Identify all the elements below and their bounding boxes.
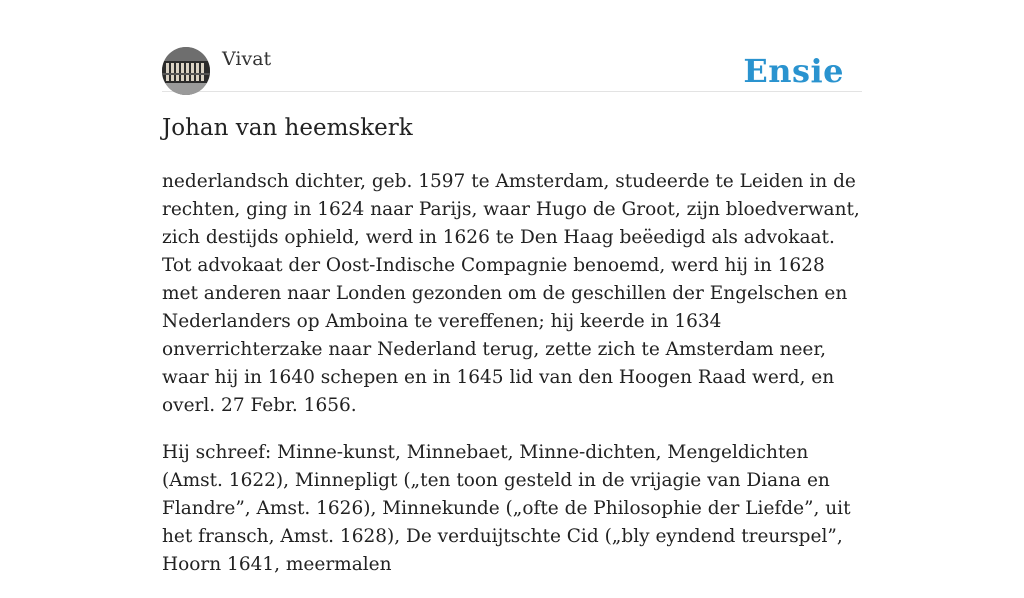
header — [162, 46, 862, 92]
article-paragraph: nederlandsch dichter, geb. 1597 te Amsterdam, studeerde te Leiden in de rechten, ging in 1624 naar Parijs, waar Hugo de Groot, zijn bloedverwant, zich destijds ophield, werd in 1626 te Den Haag beëedigd als advokaat. Tot advokaat der Oost-Indische Compagnie benoemd, werd hij in 1628 met anderen naar Londen gezonden om de geschillen der Engelschen en Nederlanders op Amboina te vereffenen; hij keerde in 1634 onverrichterzake naar Nederland terug, zette zich te Amsterdam neer, waar hij in 1640 schepen en in 1645 lid van den Hoogen Raad werd, en overl. 27 Febr. 1656. — [162, 171, 860, 416]
article-body — [162, 168, 864, 598]
ensie-logo[interactable]: Ensie — [743, 52, 844, 90]
author-name[interactable]: Vivat — [222, 48, 272, 70]
page-title: Johan van heemskerk — [162, 115, 413, 141]
article-paragraph: Hij schreef: Minne-kunst, Minnebaet, Minne-dichten, Mengeldichten (Amst. 1622), Minnepligt („ten toon gesteld in de vrijagie van Diana en Flandre”, Amst. 1626), Minnekunde („ofte de Philosophie der Liefde”, uit het fransch, Amst. 1628), De verduijtschte Cid („bly eyndend treurspel”, Hoorn 1641, meermalen — [162, 442, 851, 575]
bookshelf-avatar-icon[interactable] — [162, 47, 210, 95]
